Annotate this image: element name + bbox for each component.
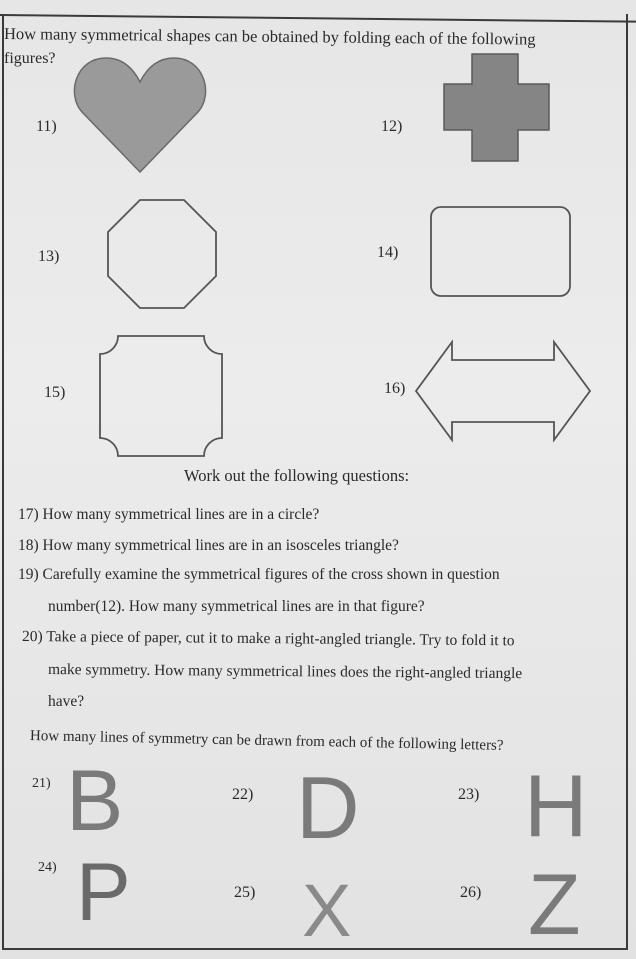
folding-instruction-line2: figures? xyxy=(4,50,56,67)
question-20-line1: 20) Take a piece of paper, cut it to make a right-angled triangle. Try to fold it to xyxy=(21,628,515,650)
letter-number-22: 22) xyxy=(232,786,254,803)
letter-number-21: 21) xyxy=(32,776,51,791)
work-out-heading: Work out the following questions: xyxy=(184,466,410,485)
octagon-icon xyxy=(104,196,222,314)
rounded-rectangle-icon xyxy=(428,204,574,300)
folding-instruction-line1: How many symmetrical shapes can be obtained by folding each of the following xyxy=(3,24,536,49)
figure-number-12: 12) xyxy=(381,118,403,135)
letters-instruction: How many lines of symmetry can be drawn from each of the following letters? xyxy=(29,728,504,754)
question-19-line1: 19) Carefully examine the symmetrical figures of the cross shown in question xyxy=(18,566,500,583)
letter-number-23: 23) xyxy=(458,786,480,803)
figure-number-15: 15) xyxy=(44,384,66,401)
question-20-line3: have? xyxy=(48,693,85,710)
figure-number-13: 13) xyxy=(38,248,60,265)
question-18: 18) How many symmetrical lines are in an isosceles triangle? xyxy=(18,537,399,554)
letter-number-26: 26) xyxy=(460,884,482,901)
heart-icon xyxy=(70,50,210,180)
letter-x: X xyxy=(302,869,352,952)
figure-number-16: 16) xyxy=(384,380,406,397)
letter-number-24: 24) xyxy=(38,860,57,875)
figure-number-11: 11) xyxy=(36,118,57,135)
letter-h: H xyxy=(524,756,588,855)
figure-number-14: 14) xyxy=(377,244,399,261)
letter-p: P xyxy=(76,847,131,938)
letter-z: Z xyxy=(528,857,581,953)
notched-square-icon xyxy=(96,332,228,462)
letter-d: D xyxy=(296,758,360,857)
letter-b: B xyxy=(66,753,124,849)
double-arrow-icon xyxy=(414,338,592,444)
plus-cross-icon xyxy=(440,50,555,165)
letter-number-25: 25) xyxy=(234,884,256,901)
question-19-line2: number(12). How many symmetrical lines are in that figure? xyxy=(48,598,425,615)
question-17: 17) How many symmetrical lines are in a circle? xyxy=(18,506,320,523)
question-20-line2: make symmetry. How many symmetrical lines does the right-angled triangle xyxy=(47,661,523,683)
